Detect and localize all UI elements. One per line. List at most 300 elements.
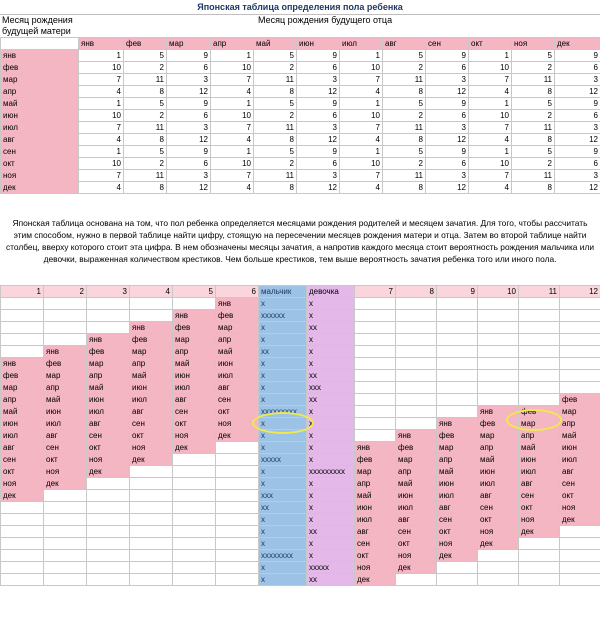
conception-month-cell: мар bbox=[173, 334, 216, 346]
conception-month-cell: дек bbox=[130, 454, 173, 466]
conception-month-cell bbox=[396, 334, 437, 346]
conception-month-cell bbox=[216, 550, 259, 562]
conception-month-cell: дек bbox=[355, 574, 396, 586]
conception-month-cell bbox=[87, 298, 130, 310]
boy-probability-cell: x bbox=[259, 370, 307, 382]
table-cell: 8 bbox=[254, 86, 297, 98]
conception-month-cell bbox=[44, 538, 87, 550]
conception-month-cell bbox=[173, 574, 216, 586]
table-row bbox=[1, 502, 600, 514]
table-cell: 7 bbox=[211, 122, 254, 134]
conception-month-cell: сен bbox=[355, 538, 396, 550]
boy-probability-cell: x bbox=[259, 334, 307, 346]
father-month-header: авг bbox=[383, 38, 426, 50]
table-row bbox=[1, 442, 600, 454]
girl-probability-cell: x bbox=[307, 430, 355, 442]
table-row bbox=[1, 158, 600, 170]
conception-month-cell: дек bbox=[396, 562, 437, 574]
table-row bbox=[1, 538, 600, 550]
conception-month-cell bbox=[1, 346, 44, 358]
table2-header-cell: 10 bbox=[478, 286, 519, 298]
conception-month-cell: авг bbox=[396, 514, 437, 526]
table-cell: 3 bbox=[167, 74, 211, 86]
description-text: Японская таблица основана на том, что пол ребенка определяется месяцами рождения родителей и месяцем зачатия. Для того, чтобы рассчитать этим способом, нужно в первой таблице найти цифру, стоящую на пересечении месяцев рождения матери и отца. Затем во второй таблице найти столбец, вверху которого стоит эта цифра. В нем обозначены месяцы зачатия, а напротив каждого месяца стоит вероятность рождения мальчика или девочки, выраженная количеством крестиков. Чем больше крестиков, тем выше вероятность зачатия ребенка того или иного пола. bbox=[5, 218, 595, 264]
table-cell: 4 bbox=[79, 182, 124, 194]
conception-month-cell bbox=[355, 430, 396, 442]
conception-month-cell bbox=[1, 334, 44, 346]
table-cell: 12 bbox=[555, 134, 600, 146]
conception-month-cell bbox=[519, 562, 560, 574]
conception-month-cell bbox=[1, 526, 44, 538]
table-cell: 1 bbox=[340, 50, 383, 62]
boy-probability-cell: x bbox=[259, 322, 307, 334]
table-cell: 5 bbox=[254, 146, 297, 158]
highlight-ellipse-month bbox=[506, 409, 562, 431]
table-cell: 10 bbox=[211, 62, 254, 74]
boy-probability-cell: x bbox=[259, 418, 307, 430]
conception-month-cell bbox=[130, 466, 173, 478]
table-cell: 12 bbox=[167, 182, 211, 194]
table-cell: 10 bbox=[340, 110, 383, 122]
boy-probability-cell: x bbox=[259, 430, 307, 442]
father-month-header: фев bbox=[124, 38, 167, 50]
conception-month-cell bbox=[44, 562, 87, 574]
table-cell: 9 bbox=[555, 50, 600, 62]
conception-month-cell: июл bbox=[396, 502, 437, 514]
table-cell: 12 bbox=[297, 134, 340, 146]
table2-header-cell: мальчик bbox=[259, 286, 307, 298]
conception-month-cell bbox=[130, 298, 173, 310]
conception-month-cell: июл bbox=[560, 454, 600, 466]
table-cell: 12 bbox=[167, 86, 211, 98]
conception-month-cell: май bbox=[173, 358, 216, 370]
table-cell: 3 bbox=[297, 122, 340, 134]
table-cell: 7 bbox=[79, 170, 124, 182]
conception-month-cell: апр bbox=[478, 442, 519, 454]
table-cell: 5 bbox=[383, 50, 426, 62]
conception-month-cell bbox=[519, 322, 560, 334]
conception-month-cell: июн bbox=[173, 370, 216, 382]
table-cell: 7 bbox=[469, 122, 512, 134]
table1-month-header-row bbox=[1, 38, 600, 50]
conception-month-cell bbox=[560, 574, 600, 586]
table-cell: 5 bbox=[124, 146, 167, 158]
table-cell: 10 bbox=[469, 158, 512, 170]
conception-month-cell bbox=[173, 490, 216, 502]
girl-probability-cell: xx bbox=[307, 322, 355, 334]
conception-month-cell bbox=[519, 334, 560, 346]
conception-month-cell: мар bbox=[478, 430, 519, 442]
conception-month-cell: май bbox=[396, 478, 437, 490]
conception-month-cell bbox=[87, 550, 130, 562]
table-cell: 7 bbox=[211, 74, 254, 86]
mother-month-label: мар bbox=[1, 74, 79, 86]
conception-month-cell: мар bbox=[396, 454, 437, 466]
conception-month-cell: ноя bbox=[1, 478, 44, 490]
table-cell: 1 bbox=[340, 98, 383, 110]
conception-month-cell bbox=[355, 358, 396, 370]
table-cell: 11 bbox=[383, 170, 426, 182]
girl-probability-cell: x bbox=[307, 418, 355, 430]
table-cell: 4 bbox=[469, 134, 512, 146]
conception-month-cell: апр bbox=[437, 454, 478, 466]
table-cell: 8 bbox=[124, 86, 167, 98]
conception-month-cell bbox=[1, 502, 44, 514]
mother-label: Месяц рождения будущей матери bbox=[2, 15, 73, 36]
conception-month-cell bbox=[355, 298, 396, 310]
conception-month-cell bbox=[173, 538, 216, 550]
table-row bbox=[1, 74, 600, 86]
conception-month-cell: май bbox=[478, 454, 519, 466]
table-cell: 3 bbox=[555, 122, 600, 134]
conception-month-cell bbox=[437, 346, 478, 358]
table-cell: 12 bbox=[426, 182, 469, 194]
table2-header-cell: 9 bbox=[437, 286, 478, 298]
conception-month-cell: май bbox=[130, 370, 173, 382]
girl-probability-cell: x bbox=[307, 514, 355, 526]
conception-month-cell bbox=[396, 370, 437, 382]
table2-header-cell: 2 bbox=[44, 286, 87, 298]
conception-month-cell bbox=[216, 466, 259, 478]
conception-month-cell: сен bbox=[173, 406, 216, 418]
table-row bbox=[1, 466, 600, 478]
conception-month-cell bbox=[355, 370, 396, 382]
boy-probability-cell: x bbox=[259, 538, 307, 550]
conception-month-cell: июн bbox=[396, 490, 437, 502]
table-cell: 2 bbox=[383, 62, 426, 74]
boy-probability-cell: xxxxx bbox=[259, 454, 307, 466]
conception-month-cell: июл bbox=[216, 370, 259, 382]
conception-month-cell bbox=[44, 514, 87, 526]
conception-month-cell bbox=[130, 574, 173, 586]
conception-month-cell: июн bbox=[478, 466, 519, 478]
conception-month-cell: сен bbox=[87, 430, 130, 442]
conception-month-cell bbox=[478, 382, 519, 394]
highlight-ellipse-boy bbox=[252, 412, 314, 434]
conception-month-cell: дек bbox=[519, 526, 560, 538]
table-cell: 5 bbox=[512, 146, 555, 158]
conception-month-cell bbox=[437, 358, 478, 370]
conception-month-cell bbox=[87, 514, 130, 526]
conception-month-cell bbox=[130, 478, 173, 490]
table-cell: 1 bbox=[79, 50, 124, 62]
conception-month-cell bbox=[396, 298, 437, 310]
conception-month-cell bbox=[437, 322, 478, 334]
table-cell: 9 bbox=[555, 146, 600, 158]
conception-month-cell: май bbox=[87, 382, 130, 394]
conception-month-cell bbox=[44, 490, 87, 502]
conception-month-cell: сен bbox=[437, 514, 478, 526]
table-cell: 5 bbox=[124, 50, 167, 62]
conception-month-cell bbox=[519, 574, 560, 586]
table-cell: 8 bbox=[383, 182, 426, 194]
conception-month-cell: апр bbox=[173, 346, 216, 358]
conception-month-cell bbox=[44, 550, 87, 562]
table-cell: 4 bbox=[211, 86, 254, 98]
conception-month-cell bbox=[560, 550, 600, 562]
table-cell: 4 bbox=[79, 134, 124, 146]
conception-month-cell: сен bbox=[216, 394, 259, 406]
conception-month-cell bbox=[355, 322, 396, 334]
conception-month-cell bbox=[173, 298, 216, 310]
conception-month-cell bbox=[355, 346, 396, 358]
conception-month-cell: июл bbox=[44, 418, 87, 430]
table-row bbox=[1, 394, 600, 406]
table-cell: 2 bbox=[254, 62, 297, 74]
table-cell: 12 bbox=[297, 182, 340, 194]
conception-month-cell bbox=[437, 382, 478, 394]
conception-month-cell: окт bbox=[478, 514, 519, 526]
boy-probability-cell: x bbox=[259, 394, 307, 406]
table-cell: 4 bbox=[211, 182, 254, 194]
conception-month-cell: апр bbox=[1, 394, 44, 406]
table-row bbox=[1, 382, 600, 394]
table-cell: 6 bbox=[167, 110, 211, 122]
table-cell: 1 bbox=[469, 50, 512, 62]
table-row bbox=[1, 370, 600, 382]
conception-month-cell bbox=[44, 502, 87, 514]
table-cell: 10 bbox=[340, 62, 383, 74]
table-cell: 2 bbox=[512, 158, 555, 170]
conception-month-cell bbox=[87, 538, 130, 550]
table-cell: 6 bbox=[426, 110, 469, 122]
table-cell: 3 bbox=[167, 170, 211, 182]
conception-month-cell: ноя bbox=[396, 550, 437, 562]
conception-month-cell: ноя bbox=[437, 538, 478, 550]
conception-month-cell bbox=[355, 382, 396, 394]
conception-month-cell bbox=[216, 538, 259, 550]
conception-month-cell: окт bbox=[396, 538, 437, 550]
conception-month-cell: дек bbox=[437, 550, 478, 562]
conception-month-cell bbox=[216, 502, 259, 514]
conception-month-cell: май bbox=[519, 442, 560, 454]
table-cell: 11 bbox=[512, 74, 555, 86]
conception-month-cell: авг bbox=[478, 490, 519, 502]
table-row bbox=[1, 86, 600, 98]
conception-month-cell bbox=[1, 574, 44, 586]
table-cell: 5 bbox=[383, 146, 426, 158]
conception-month-cell bbox=[396, 382, 437, 394]
conception-month-cell: фев bbox=[173, 322, 216, 334]
table-cell: 2 bbox=[254, 158, 297, 170]
table-cell: 2 bbox=[512, 110, 555, 122]
boy-probability-cell: xxxxxx bbox=[259, 310, 307, 322]
conception-month-cell: янв bbox=[216, 298, 259, 310]
conception-month-cell bbox=[478, 334, 519, 346]
table-cell: 6 bbox=[555, 110, 600, 122]
table-row bbox=[1, 334, 600, 346]
table-cell: 10 bbox=[469, 110, 512, 122]
girl-probability-cell: xxx bbox=[307, 382, 355, 394]
conception-month-cell bbox=[1, 562, 44, 574]
table-cell: 6 bbox=[555, 158, 600, 170]
conception-month-cell bbox=[87, 310, 130, 322]
conception-month-cell: июл bbox=[355, 514, 396, 526]
conception-month-cell: янв bbox=[396, 430, 437, 442]
table-cell: 6 bbox=[167, 62, 211, 74]
conception-month-cell: июн bbox=[560, 442, 600, 454]
table-cell: 6 bbox=[426, 62, 469, 74]
conception-month-cell: фев bbox=[216, 310, 259, 322]
conception-month-cell bbox=[130, 514, 173, 526]
conception-month-cell: фев bbox=[437, 430, 478, 442]
table-cell: 11 bbox=[254, 170, 297, 182]
conception-month-cell bbox=[560, 298, 600, 310]
conception-month-cell: ноя bbox=[355, 562, 396, 574]
conception-month-cell: ноя bbox=[130, 442, 173, 454]
conception-month-cell: ноя bbox=[44, 466, 87, 478]
father-month-header: окт bbox=[469, 38, 512, 50]
table-cell: 6 bbox=[167, 158, 211, 170]
conception-month-cell: фев bbox=[560, 394, 600, 406]
table-row bbox=[1, 182, 600, 194]
conception-month-cell bbox=[478, 562, 519, 574]
table-cell: 3 bbox=[426, 170, 469, 182]
table-cell: 7 bbox=[79, 74, 124, 86]
table-cell: 9 bbox=[426, 50, 469, 62]
table-row bbox=[1, 454, 600, 466]
conception-month-cell bbox=[44, 322, 87, 334]
conception-month-cell: апр bbox=[355, 478, 396, 490]
table-cell: 6 bbox=[426, 158, 469, 170]
table1-header bbox=[0, 15, 600, 37]
conception-month-cell bbox=[173, 466, 216, 478]
conception-month-cell bbox=[173, 502, 216, 514]
conception-month-cell bbox=[519, 370, 560, 382]
mother-month-label: авг bbox=[1, 134, 79, 146]
table-row bbox=[1, 358, 600, 370]
table-row bbox=[1, 574, 600, 586]
conception-month-cell bbox=[1, 298, 44, 310]
conception-month-cell: фев bbox=[130, 334, 173, 346]
conception-month-cell: апр bbox=[44, 382, 87, 394]
conception-month-cell bbox=[560, 358, 600, 370]
table-row bbox=[1, 490, 600, 502]
conception-month-cell bbox=[396, 406, 437, 418]
conception-month-cell bbox=[1, 310, 44, 322]
table-cell: 7 bbox=[211, 170, 254, 182]
conception-month-cell bbox=[478, 322, 519, 334]
boy-probability-cell: x bbox=[259, 478, 307, 490]
conception-month-cell bbox=[355, 394, 396, 406]
table2-header-cell: девочка bbox=[307, 286, 355, 298]
girl-probability-cell: xxxxxxxxx bbox=[307, 466, 355, 478]
conception-month-cell: авг bbox=[216, 382, 259, 394]
conception-month-cell: мар bbox=[437, 442, 478, 454]
conception-month-cell: ноя bbox=[519, 514, 560, 526]
conception-month-cell bbox=[437, 310, 478, 322]
table-cell: 5 bbox=[383, 98, 426, 110]
table-cell: 4 bbox=[469, 86, 512, 98]
table-cell: 11 bbox=[254, 74, 297, 86]
conception-month-cell bbox=[216, 562, 259, 574]
mother-month-label: фев bbox=[1, 62, 79, 74]
table-cell: 3 bbox=[426, 122, 469, 134]
father-month-header: янв bbox=[79, 38, 124, 50]
table-cell: 6 bbox=[297, 62, 340, 74]
conception-month-cell: июн bbox=[216, 358, 259, 370]
girl-probability-cell: x bbox=[307, 490, 355, 502]
table-cell: 8 bbox=[383, 86, 426, 98]
conception-month-cell: янв bbox=[478, 406, 519, 418]
table-cell: 10 bbox=[469, 62, 512, 74]
table-cell: 10 bbox=[211, 110, 254, 122]
table-cell: 9 bbox=[167, 50, 211, 62]
girl-probability-cell: x bbox=[307, 334, 355, 346]
table-cell: 12 bbox=[167, 134, 211, 146]
conception-month-cell: сен bbox=[560, 478, 600, 490]
table2-header-cell: 4 bbox=[130, 286, 173, 298]
conception-month-cell bbox=[173, 478, 216, 490]
conception-month-cell bbox=[216, 514, 259, 526]
table-cell: 4 bbox=[340, 134, 383, 146]
table-cell: 5 bbox=[254, 98, 297, 110]
conception-month-cell bbox=[216, 574, 259, 586]
conception-month-cell bbox=[478, 298, 519, 310]
table-cell: 7 bbox=[340, 122, 383, 134]
table-cell: 7 bbox=[340, 74, 383, 86]
conception-month-cell: фев bbox=[519, 406, 560, 418]
conception-month-cell: июл bbox=[87, 406, 130, 418]
table-cell: 3 bbox=[167, 122, 211, 134]
conception-month-cell: июл bbox=[437, 490, 478, 502]
conception-month-cell: янв bbox=[1, 358, 44, 370]
conception-month-cell bbox=[216, 454, 259, 466]
conception-month-cell: сен bbox=[519, 490, 560, 502]
conception-month-cell: окт bbox=[519, 502, 560, 514]
table-row bbox=[1, 98, 600, 110]
father-month-header: июл bbox=[340, 38, 383, 50]
conception-month-cell: авг bbox=[355, 526, 396, 538]
conception-month-cell bbox=[519, 358, 560, 370]
conception-month-cell: авг bbox=[87, 418, 130, 430]
table-row bbox=[1, 550, 600, 562]
table-cell: 3 bbox=[555, 170, 600, 182]
table-row bbox=[1, 146, 600, 158]
table-cell: 5 bbox=[254, 50, 297, 62]
boy-probability-cell: xxxxxxxx bbox=[259, 550, 307, 562]
conception-month-cell: июл bbox=[478, 478, 519, 490]
conception-month-cell bbox=[437, 298, 478, 310]
table-row bbox=[1, 310, 600, 322]
table-cell: 4 bbox=[211, 134, 254, 146]
table-row bbox=[1, 298, 600, 310]
conception-month-cell bbox=[355, 418, 396, 430]
conception-month-cell bbox=[560, 322, 600, 334]
conception-month-cell bbox=[216, 526, 259, 538]
conception-month-cell: авг bbox=[173, 394, 216, 406]
conception-month-cell: мар bbox=[519, 418, 560, 430]
conception-month-cell: апр bbox=[130, 358, 173, 370]
table-cell: 8 bbox=[383, 134, 426, 146]
table-cell: 2 bbox=[124, 110, 167, 122]
conception-month-cell bbox=[130, 538, 173, 550]
conception-month-cell: июн bbox=[437, 478, 478, 490]
conception-month-cell: дек bbox=[44, 478, 87, 490]
table-cell: 4 bbox=[469, 182, 512, 194]
table-cell: 11 bbox=[512, 122, 555, 134]
girl-probability-cell: x bbox=[307, 454, 355, 466]
table-cell: 8 bbox=[512, 134, 555, 146]
conception-month-cell bbox=[519, 298, 560, 310]
conception-month-cell: сен bbox=[44, 442, 87, 454]
father-month-header: июн bbox=[297, 38, 340, 50]
table-row bbox=[1, 526, 600, 538]
table-cell: 1 bbox=[211, 98, 254, 110]
conception-month-cell bbox=[1, 538, 44, 550]
father-month-header: май bbox=[254, 38, 297, 50]
conception-month-cell: сен bbox=[396, 526, 437, 538]
